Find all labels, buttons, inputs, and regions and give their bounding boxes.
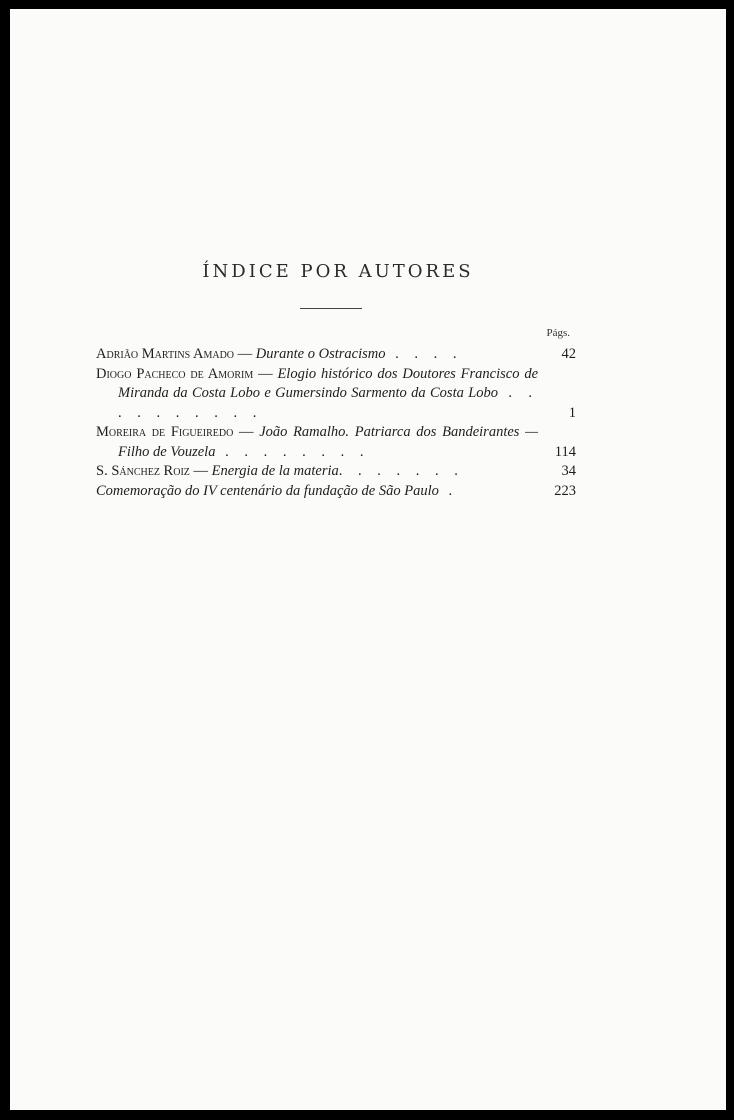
entry-work: Comemoração do IV centenário da fundação de São Paulo — [96, 482, 439, 499]
entry-work: Energia de la materia — [211, 463, 339, 479]
entry-work: Elogio histórico dos Doutores Francisco de Miranda da Costa Lobo e Gumersindo Sarmento da Costa Lobo — [118, 365, 539, 401]
entry-author: S. Sánchez Roiz — [96, 463, 190, 479]
index-entry — [96, 482, 576, 502]
title-rule — [300, 308, 362, 309]
entry-work: Durante o Ostracismo — [255, 346, 386, 362]
entry-separator: — — [233, 424, 260, 440]
entry-separator: — — [189, 463, 212, 479]
entry-separator: — — [234, 346, 256, 362]
entry-separator: — — [253, 365, 278, 382]
index-title: ÍNDICE POR AUTORES — [202, 261, 474, 282]
entry-leader-dots: . — [438, 482, 459, 499]
index-entry — [96, 365, 576, 424]
entry-page-number: 1 — [568, 404, 576, 421]
entry-author: Adrião Martins Amado — [96, 346, 235, 362]
index-entries — [96, 345, 576, 501]
entry-work: João Ramalho. Patriarca dos Bandeirantes — Filho de Vouzela — [118, 424, 539, 460]
index-entry — [96, 423, 576, 462]
entry-leader-dots: . . . . . . . . — [215, 443, 370, 460]
index-entry — [96, 462, 576, 482]
entry-author: Moreira de Figueiredo — [96, 424, 234, 440]
entry-page-number: 223 — [554, 482, 576, 499]
index-entry — [96, 345, 576, 365]
entry-page-number: 114 — [554, 443, 576, 460]
entry-page-number: 34 — [561, 463, 576, 479]
book-page — [10, 9, 726, 1110]
entry-page-number: 42 — [561, 346, 576, 362]
entry-leader-dots: . . . . . . . . . . — [118, 385, 539, 421]
entry-author: Diogo Pacheco de Amorim — [96, 365, 254, 382]
entry-leader-dots: . . . . — [385, 346, 463, 362]
pages-column-header: Págs. — [546, 327, 570, 339]
entry-leader-dots: . . . . . . . — [338, 463, 464, 479]
